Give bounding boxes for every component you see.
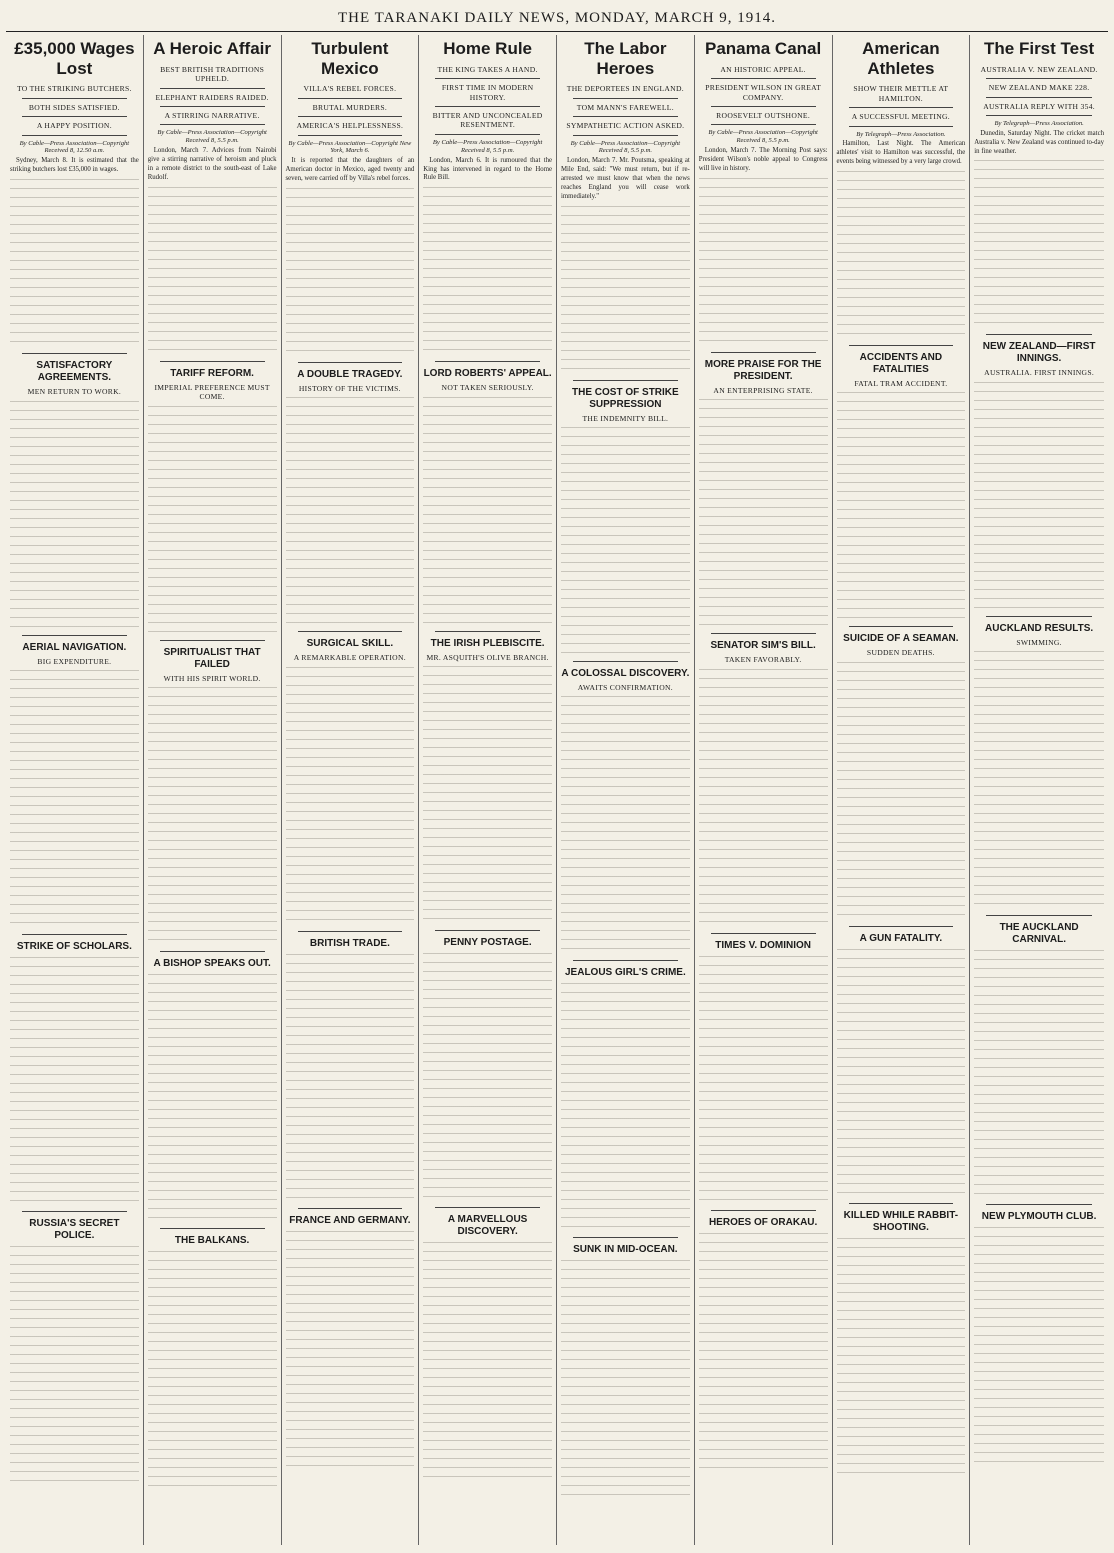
body-text-lines <box>148 406 277 636</box>
deck-line: BEST BRITISH TRADITIONS UPHELD. <box>160 64 265 84</box>
deck-line: THE KING TAKES A HAND. <box>437 64 538 74</box>
body-text-lines <box>10 179 139 349</box>
byline: By Cable—Press Association—Copyright Received 8, 5.5 p.m. <box>570 139 681 155</box>
lead-paragraph: It is reported that the daughters of an American doctor in Mexico, aged twenty and seven, were carried off by Villa's rebel forces. <box>285 157 415 183</box>
section-heading: TIMES V. DOMINION <box>715 939 811 951</box>
byline: By Telegraph—Press Association. <box>856 130 946 138</box>
rule-divider <box>435 134 540 135</box>
lead-paragraph: London, March 7. The Morning Post says: President Wilson's noble appeal to Congress will live in history. <box>698 147 828 172</box>
body-text-lines <box>423 187 552 357</box>
deck-line: FIRST TIME IN MODERN HISTORY. <box>441 83 534 102</box>
section-heading: FRANCE AND GERMANY. <box>289 1214 411 1226</box>
section-heading: STRIKE OF SCHOLARS. <box>16 940 132 952</box>
section-heading: THE IRISH PLEBISCITE. <box>430 637 545 649</box>
rule-divider <box>573 960 678 961</box>
byline: By Cable—Press Association—Copyright Received 8, 5.5 p.m. <box>432 138 543 154</box>
rule-divider <box>573 116 678 117</box>
body-text-lines <box>837 392 966 622</box>
body-text-lines <box>423 1242 552 1482</box>
deck-line: AUSTRALIA. FIRST INNINGS. <box>984 368 1095 378</box>
rule-divider <box>160 106 265 107</box>
rule-divider <box>160 88 265 89</box>
deck-line: BIG EXPENDITURE. <box>37 656 112 666</box>
rule-divider <box>298 1208 403 1209</box>
lead-paragraph: London, March 6. It is rumoured that the King has intervened in regard to the Home Rule Bill. <box>423 156 552 182</box>
column-headline: Home Rule <box>443 39 533 58</box>
section-heading: HEROES OF ORAKAU. <box>708 1216 818 1228</box>
news-column <box>557 35 695 1545</box>
rule-divider <box>711 106 816 107</box>
lead-paragraph: London, March 7. Mr. Poutsma, speaking at Mile End, said: "We must return, but if re-arrested we must know that when the news reaches England you will cease work immediately." <box>561 157 690 200</box>
rule-divider <box>849 626 954 627</box>
body-text-lines <box>286 1231 415 1471</box>
body-text-lines <box>286 397 415 627</box>
section-heading: A MARVELLOUS DISCOVERY. <box>447 1214 528 1238</box>
body-text-lines <box>423 953 552 1203</box>
rule-divider <box>711 352 816 353</box>
rule-divider <box>435 361 540 362</box>
section-heading: TARIFF REFORM. <box>170 367 254 379</box>
section-heading: MORE PRAISE FOR THE PRESIDENT. <box>704 358 822 382</box>
rule-divider <box>22 934 127 935</box>
section-heading: ACCIDENTS AND FATALITIES <box>859 351 943 375</box>
body-text-lines <box>699 178 828 348</box>
deck-line: A SUCCESSFUL MEETING. <box>851 112 950 122</box>
deck-line: A REMARKABLE OPERATION. <box>293 653 406 663</box>
body-text-lines <box>974 160 1104 330</box>
rule-divider <box>573 98 678 99</box>
rule-divider <box>986 616 1092 617</box>
rule-divider <box>573 135 678 136</box>
rule-divider <box>986 78 1092 79</box>
column-headline: £35,000 Wages Lost <box>14 39 135 78</box>
rule-divider <box>160 124 265 125</box>
body-text-lines <box>423 666 552 926</box>
rule-divider <box>435 1207 540 1208</box>
body-text-lines <box>148 687 277 947</box>
deck-line: ROOSEVELT OUTSHONE. <box>716 111 811 120</box>
deck-line: SWIMMING. <box>1016 637 1062 647</box>
lead-paragraph: Hamilton, Last Night. The American athletes' visit to Hamilton was successful, the events being witnessed by a very large crowd. <box>836 140 966 166</box>
deck-line: MR. ASQUITH'S OLIVE BRANCH. <box>426 652 549 662</box>
rule-divider <box>849 126 954 127</box>
section-heading: LORD ROBERTS' APPEAL. <box>423 368 552 380</box>
section-heading: NEW PLYMOUTH CLUB. <box>981 1211 1097 1223</box>
body-text-lines <box>974 382 1104 612</box>
rule-divider <box>435 78 540 79</box>
deck-line: THE DEPORTEES IN ENGLAND. <box>566 84 684 94</box>
deck-line: SUDDEN DEATHS. <box>866 648 935 658</box>
deck-line: NOT TAKEN SERIOUSLY. <box>441 383 534 393</box>
deck-line: TAKEN FAVORABLY. <box>724 655 802 665</box>
deck-line: TO THE STRIKING BUTCHERS. <box>16 84 132 94</box>
rule-divider <box>298 135 403 136</box>
section-heading: KILLED WHILE RABBIT-SHOOTING. <box>843 1209 959 1233</box>
rule-divider <box>435 631 540 632</box>
deck-line: MEN RETURN TO WORK. <box>27 387 122 397</box>
news-column <box>6 35 144 1545</box>
section-heading: SPIRITUALIST THAT FAILED <box>163 646 261 670</box>
section-heading: SUICIDE OF A SEAMAN. <box>843 633 959 645</box>
section-heading: A COLOSSAL DISCOVERY. <box>561 667 690 679</box>
rule-divider <box>986 97 1092 98</box>
rule-divider <box>435 930 540 931</box>
section-heading: AUCKLAND RESULTS. <box>985 622 1094 634</box>
body-text-lines <box>837 662 966 922</box>
section-heading: PENNY POSTAGE. <box>443 937 532 949</box>
body-text-lines <box>286 954 415 1204</box>
deck-line: SHOW THEIR METTLE AT HAMILTON. <box>853 84 949 103</box>
rule-divider <box>849 345 954 346</box>
body-text-lines <box>837 949 966 1199</box>
deck-line: AUSTRALIA V. NEW ZEALAND. <box>980 64 1098 74</box>
section-heading: A BISHOP SPEAKS OUT. <box>153 958 271 970</box>
column-headline: A Heroic Affair <box>153 39 271 58</box>
deck-line: IMPERIAL PREFERENCE MUST COME. <box>154 382 270 402</box>
deck-line: PRESIDENT WILSON IN GREAT COMPANY. <box>705 83 822 102</box>
deck-line: NEW ZEALAND MAKE 228. <box>988 83 1090 93</box>
section-heading: SENATOR SIM'S BILL. <box>710 640 816 652</box>
deck-line: BRUTAL MURDERS. <box>312 102 388 112</box>
section-heading: THE AUCKLAND CARNIVAL. <box>999 922 1079 946</box>
byline: By Telegraph—Press Association. <box>994 120 1084 127</box>
body-text-lines <box>286 188 415 358</box>
rule-divider <box>986 1204 1092 1205</box>
news-column <box>144 35 282 1545</box>
column-headline: Panama Canal <box>705 39 822 58</box>
byline: By Cable—Press Association—Copyright Received 8, 5.5 p.m. <box>708 129 818 145</box>
byline: By Cable—Press Association—Copyright New York, March 6. <box>288 139 412 155</box>
deck-line: AN HISTORIC APPEAL. <box>720 64 806 74</box>
lead-paragraph: London, March 7. Advices from Nairobi give a stirring narrative of heroism and pluck in a remote district to the south-east of Lake Rudolf. <box>147 147 277 181</box>
news-column <box>833 35 971 1545</box>
deck-line: HISTORY OF THE VICTIMS. <box>298 383 401 393</box>
rule-divider <box>711 933 816 934</box>
rule-divider <box>711 633 816 634</box>
body-text-lines <box>561 427 690 657</box>
rule-divider <box>298 362 403 363</box>
body-text-lines <box>699 1233 828 1473</box>
lead-paragraph: Sydney, March 8. It is estimated that the striking butchers lost £35,000 in wages. <box>10 157 139 174</box>
body-text-lines <box>561 1260 690 1500</box>
rule-divider <box>435 106 540 107</box>
byline: By Cable—Press Association—Copyright Received 8, 12.50 a.m. <box>19 139 130 155</box>
section-heading: THE BALKANS. <box>174 1235 250 1247</box>
section-heading: NEW ZEALAND—FIRST INNINGS. <box>982 341 1096 365</box>
rule-divider <box>160 1228 265 1229</box>
column-headline: Turbulent Mexico <box>311 39 389 78</box>
body-text-lines <box>148 1251 277 1491</box>
news-column <box>282 35 420 1545</box>
deck-line: AWAITS CONFIRMATION. <box>577 682 673 692</box>
news-column <box>419 35 557 1545</box>
body-text-lines <box>974 651 1104 911</box>
deck-line: BOTH SIDES SATISFIED. <box>28 102 120 112</box>
rule-divider <box>849 107 954 108</box>
body-text-lines <box>10 1246 139 1486</box>
deck-line: TOM MANN'S FAREWELL. <box>576 102 674 112</box>
body-text-lines <box>974 1227 1104 1467</box>
body-text-lines <box>699 669 828 929</box>
section-heading: SURGICAL SKILL. <box>306 638 394 650</box>
section-heading: THE COST OF STRIKE SUPPRESSION <box>572 386 679 410</box>
rule-divider <box>986 115 1092 116</box>
column-headline: The First Test <box>984 39 1095 58</box>
body-text-lines <box>423 397 552 627</box>
column-headline: American Athletes <box>862 39 940 78</box>
body-text-lines <box>148 974 277 1224</box>
rule-divider <box>160 640 265 641</box>
section-heading: A DOUBLE TRAGEDY. <box>297 368 403 380</box>
rule-divider <box>986 915 1092 916</box>
deck-line: SYMPATHETIC ACTION ASKED. <box>566 121 685 131</box>
rule-divider <box>160 361 265 362</box>
rule-divider <box>22 135 127 136</box>
body-text-lines <box>148 187 277 357</box>
deck-line: AN ENTERPRISING STATE. <box>713 385 813 395</box>
rule-divider <box>298 98 403 99</box>
deck-line: ELEPHANT RAIDERS RAIDED. <box>155 92 269 102</box>
rule-divider <box>160 951 265 952</box>
body-text-lines <box>10 957 139 1207</box>
rule-divider <box>711 1210 816 1211</box>
section-heading: A GUN FATALITY. <box>859 932 943 944</box>
rule-divider <box>22 1211 127 1212</box>
deck-line: FATAL TRAM ACCIDENT. <box>854 378 948 388</box>
rule-divider <box>849 1203 954 1204</box>
body-text-lines <box>974 950 1104 1200</box>
column-headline: The Labor Heroes <box>584 39 667 78</box>
masthead: THE TARANAKI DAILY NEWS, MONDAY, MARCH 9, 1914. <box>6 10 1108 32</box>
rule-divider <box>573 661 678 662</box>
deck-line: WITH HIS SPIRIT WORLD. <box>163 673 261 683</box>
rule-divider <box>22 116 127 117</box>
section-heading: SUNK IN MID-OCEAN. <box>573 1244 678 1256</box>
section-heading: BRITISH TRADE. <box>309 937 390 949</box>
section-heading: AERIAL NAVIGATION. <box>22 641 127 653</box>
deck-line: A HAPPY POSITION. <box>36 121 112 131</box>
rule-divider <box>986 334 1092 335</box>
section-heading: SATISFACTORY AGREEMENTS. <box>36 360 113 384</box>
body-text-lines <box>837 1238 966 1478</box>
section-heading: RUSSIA'S SECRET POLICE. <box>29 1217 120 1241</box>
body-text-lines <box>286 667 415 927</box>
rule-divider <box>849 926 954 927</box>
deck-line: BITTER AND UNCONCEALED RESENTMENT. <box>432 111 543 130</box>
rule-divider <box>573 1237 678 1238</box>
body-text-lines <box>561 696 690 956</box>
body-text-lines <box>10 670 139 930</box>
rule-divider <box>573 380 678 381</box>
columns <box>6 35 1108 1545</box>
deck-line: THE INDEMNITY BILL. <box>582 413 669 423</box>
news-column <box>695 35 833 1545</box>
body-text-lines <box>699 956 828 1206</box>
body-text-lines <box>837 171 966 341</box>
news-column <box>970 35 1108 1545</box>
section-heading: JEALOUS GIRL'S CRIME. <box>565 967 686 979</box>
rule-divider <box>22 98 127 99</box>
deck-line: AMERICA'S HELPLESSNESS. <box>296 121 404 131</box>
deck-line: AUSTRALIA REPLY WITH 354. <box>983 101 1096 111</box>
rule-divider <box>298 931 403 932</box>
deck-line: A STIRRING NARRATIVE. <box>164 111 260 120</box>
rule-divider <box>711 124 816 125</box>
body-text-lines <box>10 401 139 631</box>
deck-line: VILLA'S REBEL FORCES. <box>303 84 397 94</box>
rule-divider <box>22 353 127 354</box>
rule-divider <box>22 635 127 636</box>
body-text-lines <box>561 206 690 376</box>
body-text-lines <box>561 983 690 1233</box>
rule-divider <box>711 78 816 79</box>
rule-divider <box>298 631 403 632</box>
rule-divider <box>298 116 403 117</box>
body-text-lines <box>699 399 828 629</box>
byline: By Cable—Press Association—Copyright Received 8, 5.5 p.m. <box>157 129 267 145</box>
lead-paragraph: Dunedin, Saturday Night. The cricket match Australia v. New Zealand was continued to-day in fine weather. <box>974 129 1104 155</box>
